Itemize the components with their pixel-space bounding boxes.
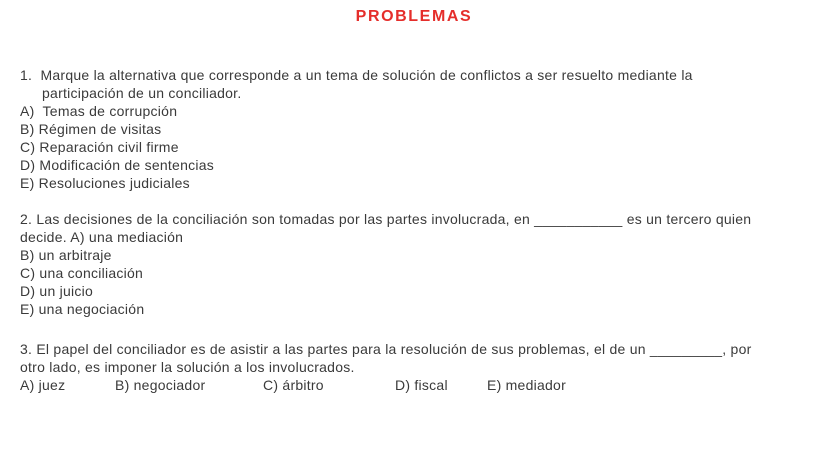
question-3-options-row (20, 376, 828, 394)
document-content (0, 28, 828, 394)
question-1-option-c: C) Reparación civil firme (20, 139, 179, 155)
question-2 (20, 210, 828, 318)
question-2-stem-line-1: 2. Las decisiones de la conciliación son tomadas por las partes involucrada, en ___________ es un tercero quien (20, 211, 752, 227)
page-title: PROBLEMAS (355, 8, 473, 25)
question-1 (20, 66, 828, 192)
question-1-option-e: E) Resoluciones judiciales (20, 175, 190, 191)
question-2-stem-line-2-option-a: decide. A) una mediación (20, 229, 184, 245)
question-2-option-c: C) una conciliación (20, 265, 144, 281)
question-1-stem-line-2: participación de un conciliador. (42, 85, 242, 101)
question-3-stem-line-2: otro lado, es imponer la solución a los involucrados. (20, 359, 355, 375)
question-2-option-d: D) un juicio (20, 283, 94, 299)
question-2-option-e: E) una negociación (20, 301, 145, 317)
question-3-option-b: B) negociador (115, 377, 206, 393)
question-3-option-c: C) árbitro (263, 377, 324, 393)
question-3-option-d: D) fiscal (395, 377, 448, 393)
question-3-option-e: E) mediador (487, 377, 567, 393)
question-1-option-d: D) Modificación de sentencias (20, 157, 215, 173)
question-3 (20, 340, 828, 394)
question-1-option-a: A) Temas de corrupción (20, 103, 178, 119)
question-3-stem-line-1: 3. El papel del conciliador es de asistir a las partes para la resolución de sus problemas, el de un _________, por (20, 341, 752, 357)
question-1-option-b: B) Régimen de visitas (20, 121, 162, 137)
question-3-option-a: A) juez (20, 377, 66, 393)
question-2-option-b: B) un arbitraje (20, 247, 112, 263)
question-1-stem-line-1: 1. Marque la alternativa que corresponde a un tema de solución de conflictos a ser resuelto mediante la (20, 67, 693, 83)
